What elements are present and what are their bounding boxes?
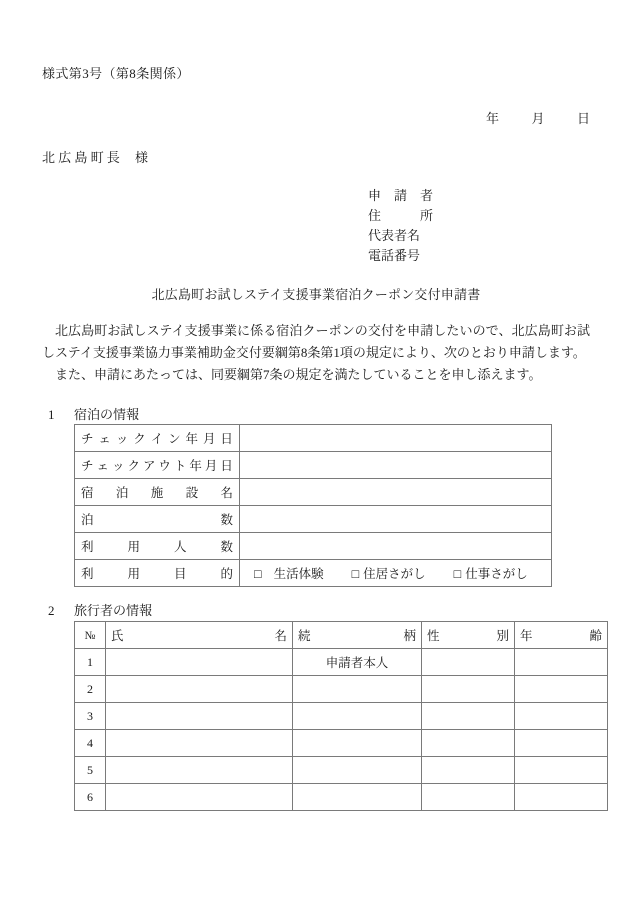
cell-sex-4[interactable] xyxy=(422,730,515,757)
cell-name-6[interactable] xyxy=(106,784,293,811)
cell-sex-6[interactable] xyxy=(422,784,515,811)
cell-age-4[interactable] xyxy=(515,730,608,757)
checkbox-icon[interactable]: □ xyxy=(453,567,462,581)
purpose-option-job-hunting[interactable] xyxy=(454,564,528,582)
section-2-heading xyxy=(48,600,152,619)
row-value-nights[interactable] xyxy=(240,506,552,533)
table-row xyxy=(75,757,608,784)
row-label-checkin xyxy=(75,425,240,452)
section-2-label: 旅行者の情報 xyxy=(74,603,153,618)
table-row xyxy=(75,703,608,730)
column-header-age-left: 年 xyxy=(520,629,533,643)
row-label-guests-text: 利 用 人 数 xyxy=(81,540,233,554)
section-1-label: 宿泊の情報 xyxy=(74,407,140,422)
row-value-facility[interactable] xyxy=(240,479,552,506)
row-label-guests xyxy=(75,533,240,560)
column-header-name-right: 名 xyxy=(274,629,287,643)
table-row xyxy=(75,425,552,452)
column-header-relation-right: 柄 xyxy=(403,629,416,643)
table-row xyxy=(75,479,552,506)
lodging-info-table xyxy=(74,424,552,587)
body-text xyxy=(42,320,590,386)
purpose-option-house-hunting-label: 住居さがし xyxy=(363,567,426,581)
cell-name-1[interactable] xyxy=(106,649,293,676)
section-2-number: 2 xyxy=(48,603,55,618)
table-row xyxy=(75,452,552,479)
row-label-purpose xyxy=(75,560,240,587)
applicant-label-address: 住 所 xyxy=(368,208,434,223)
table-row xyxy=(75,730,608,757)
section-1-heading xyxy=(48,404,139,423)
addressee-honorific: 様 xyxy=(135,150,149,165)
row-label-nights-text: 泊 数 xyxy=(81,513,233,527)
cell-sex-2[interactable] xyxy=(422,676,515,703)
applicant-label-applicant: 申 請 者 xyxy=(368,188,434,203)
addressee xyxy=(42,147,148,166)
checkbox-icon[interactable]: □ xyxy=(254,567,262,581)
table-row xyxy=(75,676,608,703)
cell-no-5: 5 xyxy=(75,757,106,784)
column-header-age-inner xyxy=(520,626,602,644)
date-day-label: 日 xyxy=(576,111,590,126)
purpose-option-house-hunting[interactable] xyxy=(352,564,426,582)
table-row xyxy=(75,560,552,587)
row-label-purpose-text: 利 用 目 的 xyxy=(81,567,233,581)
cell-relation-6[interactable] xyxy=(293,784,422,811)
column-header-sex-inner xyxy=(427,626,509,644)
cell-name-5[interactable] xyxy=(106,757,293,784)
column-header-name-inner xyxy=(111,626,287,644)
row-value-checkout[interactable] xyxy=(240,452,552,479)
column-header-no xyxy=(75,622,106,649)
row-value-checkin[interactable] xyxy=(240,425,552,452)
column-header-relation xyxy=(293,622,422,649)
cell-relation-2[interactable] xyxy=(293,676,422,703)
row-label-checkout-text: チ ェ ッ ク ア ウ ト 年 月 日 xyxy=(81,459,233,473)
body-paragraph-2: また、申請にあたっては、同要綱第7条の規定を満たしていることを申し添えます。 xyxy=(55,367,542,382)
applicant-label-representative: 代表者名 xyxy=(368,228,421,243)
column-header-no-text: № xyxy=(84,629,96,642)
addressee-name: 北広島町長 xyxy=(42,150,124,165)
page-title: 北広島町お試しステイ支援事業宿泊クーポン交付申請書 xyxy=(151,287,481,302)
table-row xyxy=(75,506,552,533)
cell-relation-1: 申請者本人 xyxy=(293,649,422,676)
column-header-relation-left: 続 xyxy=(298,629,311,643)
row-label-checkin-text: チ ェ ッ ク イ ン 年 月 日 xyxy=(81,432,233,446)
cell-age-3[interactable] xyxy=(515,703,608,730)
cell-sex-3[interactable] xyxy=(422,703,515,730)
table-row xyxy=(75,784,608,811)
table-row xyxy=(75,533,552,560)
date-line xyxy=(42,108,590,127)
applicant-block xyxy=(368,186,433,266)
date-month-label: 月 xyxy=(531,111,545,126)
cell-no-6: 6 xyxy=(75,784,106,811)
row-value-purpose xyxy=(240,560,552,587)
date-year-label: 年 xyxy=(485,111,499,126)
cell-name-2[interactable] xyxy=(106,676,293,703)
purpose-option-job-hunting-label: 仕事さがし xyxy=(465,567,528,581)
column-header-sex xyxy=(422,622,515,649)
column-header-relation-inner xyxy=(298,626,416,644)
column-header-name xyxy=(106,622,293,649)
cell-age-2[interactable] xyxy=(515,676,608,703)
cell-age-1[interactable] xyxy=(515,649,608,676)
cell-age-5[interactable] xyxy=(515,757,608,784)
cell-sex-5[interactable] xyxy=(422,757,515,784)
row-label-facility xyxy=(75,479,240,506)
column-header-age-right: 齢 xyxy=(589,629,602,643)
row-value-guests[interactable] xyxy=(240,533,552,560)
row-label-checkout xyxy=(75,452,240,479)
cell-relation-5[interactable] xyxy=(293,757,422,784)
cell-age-6[interactable] xyxy=(515,784,608,811)
purpose-options xyxy=(248,564,543,582)
column-header-sex-right: 別 xyxy=(496,629,509,643)
purpose-option-life-experience-label: 生活体験 xyxy=(273,567,324,581)
traveler-info-table xyxy=(74,621,608,811)
cell-no-2: 2 xyxy=(75,676,106,703)
table-header-row xyxy=(75,622,608,649)
cell-no-1: 1 xyxy=(75,649,106,676)
column-header-name-left: 氏 xyxy=(111,629,124,643)
table-row xyxy=(75,649,608,676)
column-header-age xyxy=(515,622,608,649)
applicant-label-phone: 電話番号 xyxy=(368,248,421,263)
section-1-number: 1 xyxy=(48,407,55,422)
cell-relation-3[interactable] xyxy=(293,703,422,730)
row-label-nights xyxy=(75,506,240,533)
cell-relation-4[interactable] xyxy=(293,730,422,757)
column-header-sex-left: 性 xyxy=(427,629,440,643)
cell-no-4: 4 xyxy=(75,730,106,757)
cell-no-3: 3 xyxy=(75,703,106,730)
form-number: 様式第3号（第8条関係） xyxy=(42,66,190,81)
cell-name-4[interactable] xyxy=(106,730,293,757)
checkbox-icon[interactable]: □ xyxy=(351,567,360,581)
row-label-facility-text: 宿 泊 施 設 名 xyxy=(81,486,233,500)
cell-sex-1[interactable] xyxy=(422,649,515,676)
purpose-option-life-experience[interactable] xyxy=(254,564,324,582)
body-paragraph-1: 北広島町お試しステイ支援事業に係る宿泊クーポンの交付を申請したいので、北広島町お試しステイ支援事業協力事業補助金交付要綱第8条第1項の規定により、次のとおり申請します。 xyxy=(42,323,590,360)
cell-name-3[interactable] xyxy=(106,703,293,730)
